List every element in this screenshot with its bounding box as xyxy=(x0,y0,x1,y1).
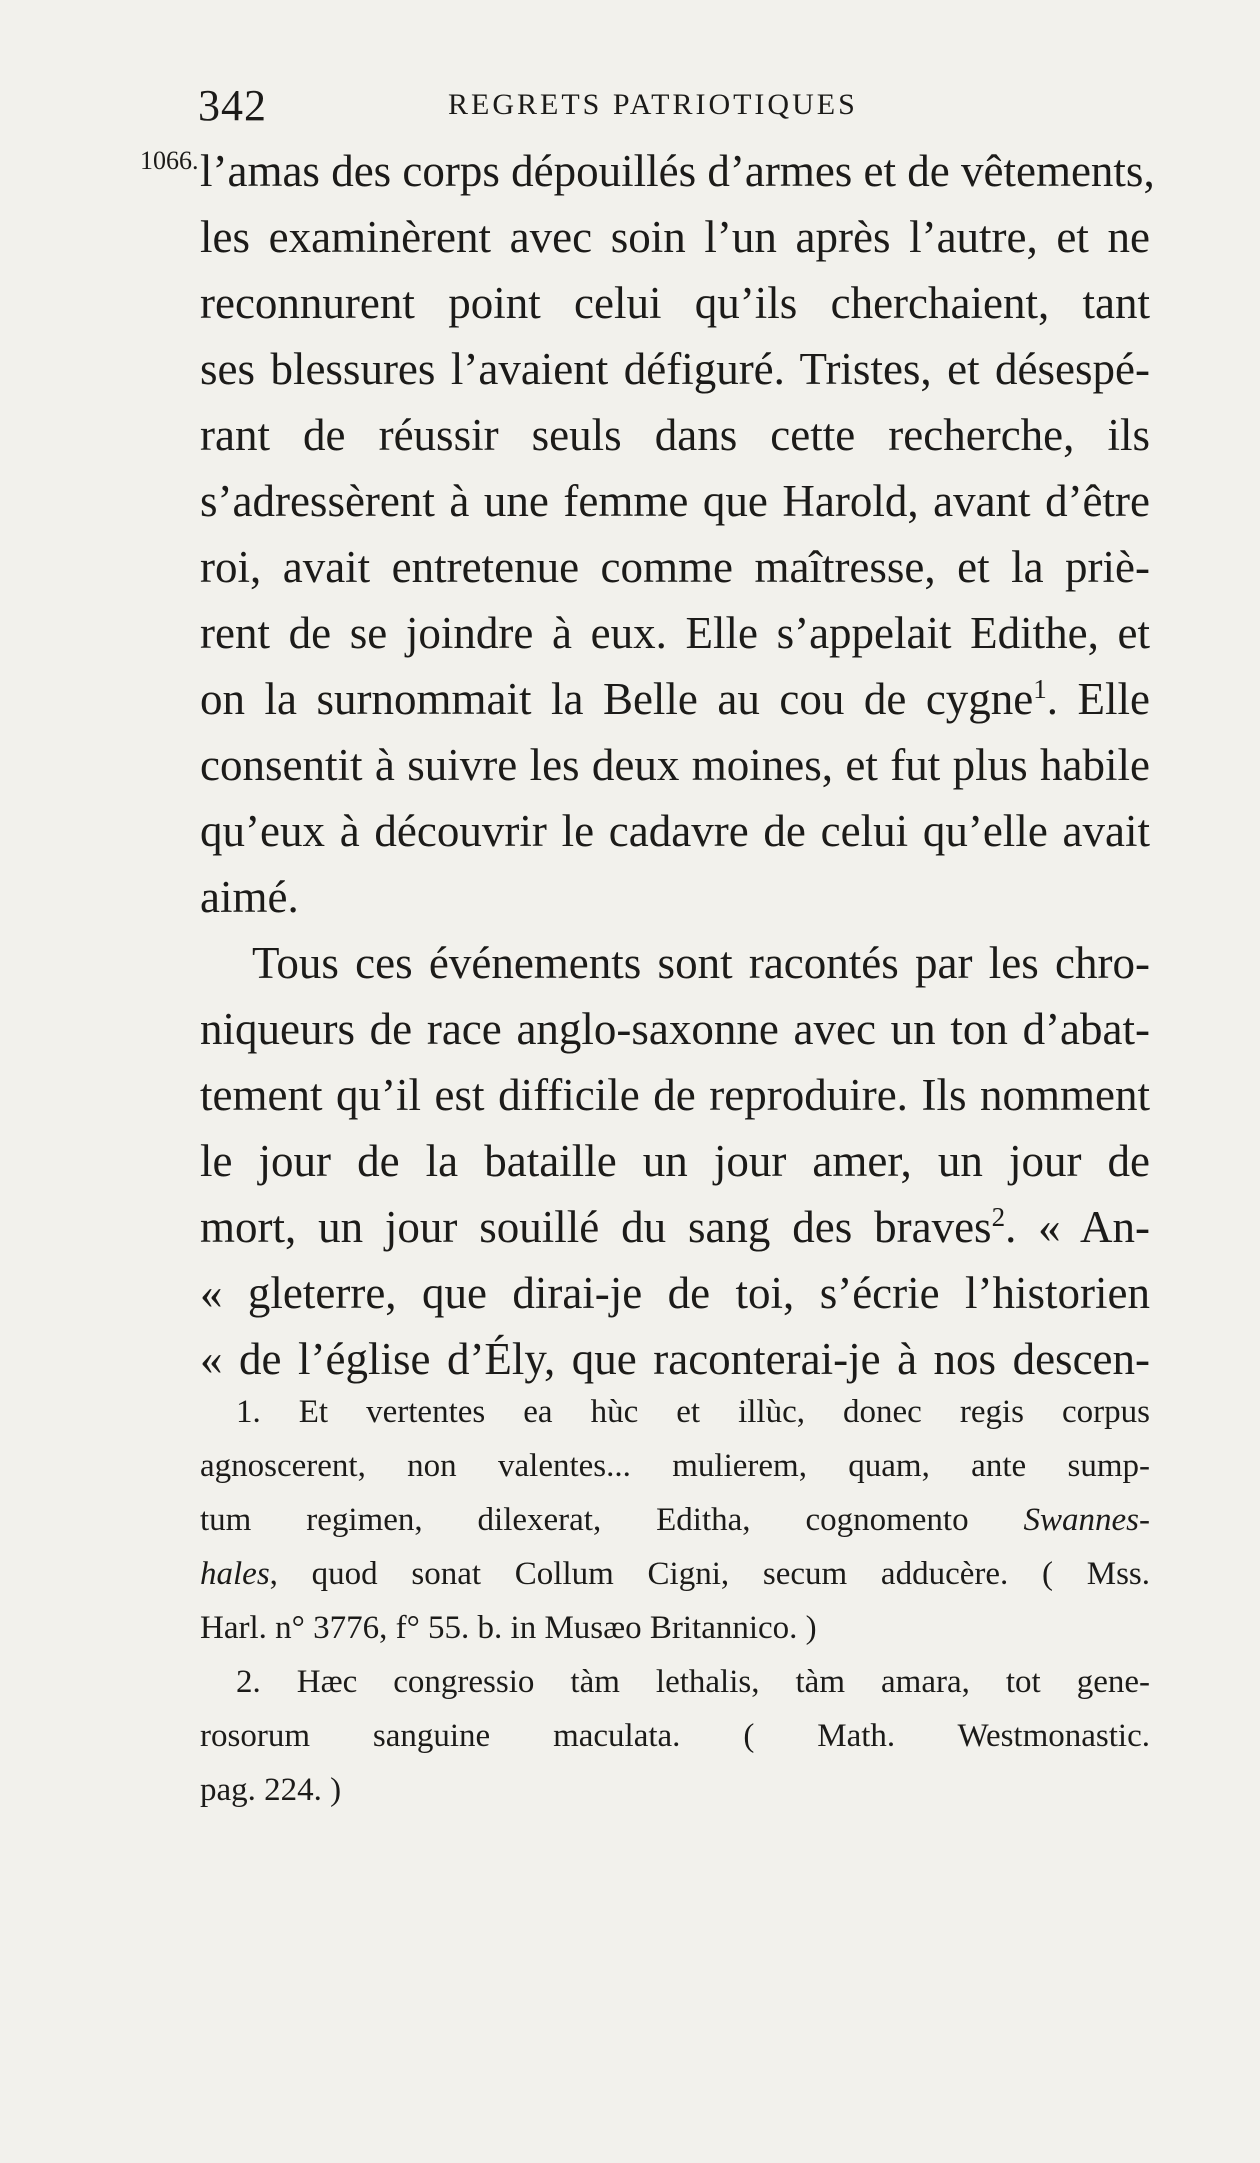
footnote-1-line xyxy=(200,1493,1150,1547)
footnote-2-line: rosorum sanguine maculata. ( Math. Westmonastic. xyxy=(200,1718,1150,1754)
footnote-1-part: tum regimen, dilexerat, Editha, cognomento xyxy=(200,1502,969,1538)
text-line: ses blessures l’avaient défiguré. Tristes, et désespé- xyxy=(200,344,1150,394)
text-line xyxy=(200,666,1150,732)
footnote-2-line: 2. Hæc congressio tàm lethalis, tàm amara, tot gene- xyxy=(236,1664,1150,1700)
text-line: s’adressèrent à une femme que Harold, avant d’être xyxy=(200,476,1150,526)
page-header xyxy=(198,80,1138,130)
text-line: consentit à suivre les deux moines, et fut plus habile xyxy=(200,740,1150,790)
text-line: aimé. xyxy=(200,872,299,922)
text-line: « gleterre, que dirai-je de toi, s’écrie l’historien xyxy=(200,1268,1150,1318)
text-line: niqueurs de race anglo-saxonne avec un ton d’abat- xyxy=(200,1004,1150,1054)
footnote-1-italic: Swannes- xyxy=(1023,1502,1150,1538)
text-line: rent de se joindre à eux. Elle s’appelait Edithe, et xyxy=(200,608,1150,658)
text-line-part: . Elle xyxy=(1046,674,1150,724)
footnote-2-line: pag. 224. ) xyxy=(200,1772,342,1808)
text-line-part: on la surnommait la Belle au cou de cygne xyxy=(200,674,1034,724)
footnote-1-line: Harl. n° 3776, f° 55. b. in Musæo Britannico. ) xyxy=(200,1610,817,1646)
text-line: « de l’église d’Ély, que raconterai-je à nos descen- xyxy=(200,1334,1150,1384)
footnote-1-italic: hales xyxy=(200,1556,270,1592)
footnote-1-part: , quod sonat Collum Cigni, secum adducère. ( Mss. xyxy=(269,1556,1150,1592)
text-line-part: mort, un jour souillé du sang des braves xyxy=(200,1202,992,1252)
margin-year-note: 1066. xyxy=(140,146,199,175)
text-line: Tous ces événements sont racontés par les chro- xyxy=(252,938,1150,988)
text-line: tement qu’il est difficile de reproduire. Ils nomment xyxy=(200,1070,1150,1120)
footnote-ref-2: 2 xyxy=(991,1202,1006,1232)
running-title: REGRETS PATRIOTIQUES xyxy=(448,88,858,121)
text-line: les examinèrent avec soin l’un après l’autre, et ne xyxy=(200,212,1150,262)
footnote-1-line: 1. Et vertentes ea hùc et illùc, donec regis corpus xyxy=(236,1394,1150,1430)
text-line xyxy=(200,1194,1150,1260)
footnote-ref-1: 1 xyxy=(1033,674,1047,704)
text-line: qu’eux à découvrir le cadavre de celui qu’elle avait xyxy=(200,806,1150,856)
body-text xyxy=(200,138,1155,1392)
footnote-1-line xyxy=(200,1547,1150,1601)
text-line: le jour de la bataille un jour amer, un jour de xyxy=(200,1136,1150,1186)
text-line: rant de réussir seuls dans cette recherche, ils xyxy=(200,410,1150,460)
text-line: roi, avait entretenue comme maîtresse, et la priè- xyxy=(200,542,1150,592)
page-number: 342 xyxy=(198,81,267,130)
text-line: l’amas des corps dépouillés d’armes et de vêtements, xyxy=(200,146,1155,196)
text-line-part: . « An- xyxy=(1005,1202,1151,1252)
footnote-1-line: agnoscerent, non valentes... mulierem, quam, ante sump- xyxy=(200,1448,1150,1484)
text-line: reconnurent point celui qu’ils cherchaient, tant xyxy=(200,278,1150,328)
footnotes xyxy=(200,1385,1150,1817)
